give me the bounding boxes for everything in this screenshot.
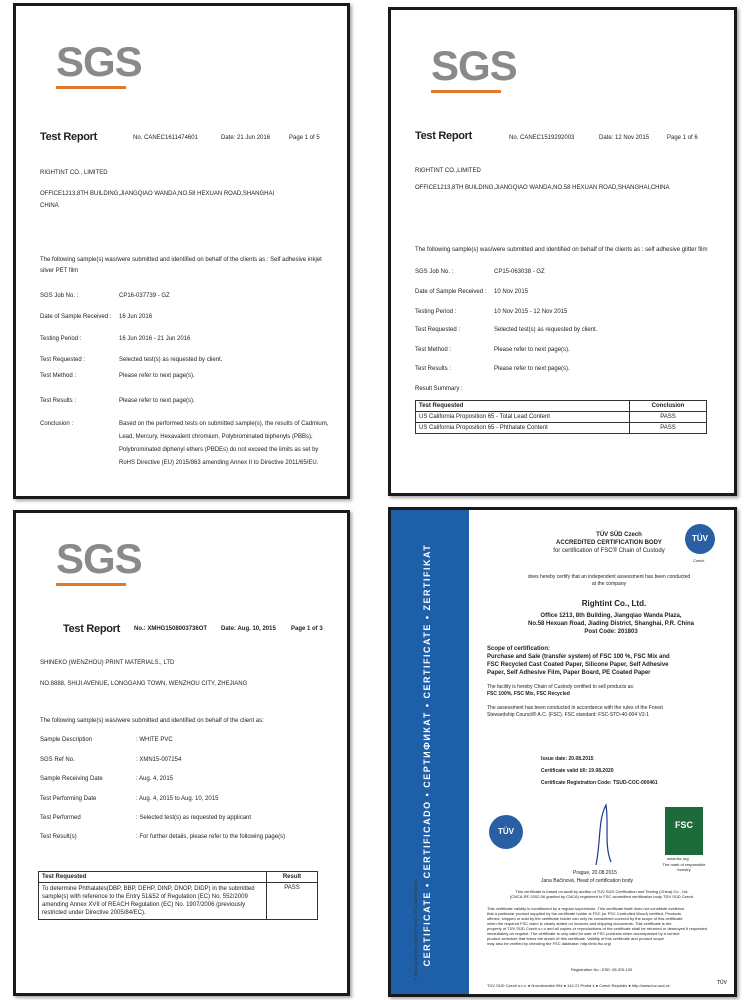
facility-text: The facility is hereby Chain of Custody certified to sell products as: xyxy=(487,684,635,690)
certify-text-2: at the company xyxy=(591,581,627,587)
intro-text: The following sample(s) was/were submitted and identified on behalf of the clients as : Self adhesive inkjet xyxy=(40,257,322,263)
field-label: Test Requested : xyxy=(40,357,86,363)
sgs-report-1 xyxy=(13,3,350,499)
field-value: Please refer to next page(s). xyxy=(494,347,570,353)
client-address-line1: OFFICE1213,8TH BUILDING,JIANGQIAO WANDA,NO.58 HEXUAN ROAD,SHANGHAI,CHINA xyxy=(415,185,670,191)
facility-products: FSC 100%, FSC Mix, FSC Recycled xyxy=(487,691,570,697)
field-value: : WHITE PVC xyxy=(136,737,173,743)
field-value: : Selected test(s) as requested by applicant xyxy=(136,815,252,821)
conclusion-line: Polybrominated diphenyl ethers (PBDEs) do not exceed the limits as set by xyxy=(119,447,319,453)
registration-number: Registration No.: ESE: 08.376.193 xyxy=(571,967,633,972)
field-label: SGS Job No. : xyxy=(415,269,454,275)
report-title: Test Report xyxy=(415,130,473,142)
fsc-certificate xyxy=(388,507,737,997)
scope-line: FSC Recycled Cast Coated Paper, Silicone Paper, Self Adhesive xyxy=(487,662,669,668)
field-label: Testing Period : xyxy=(40,336,82,342)
sgs-logo-underline xyxy=(431,90,501,93)
fine-print: when the required FSC claim is clearly stated on invoices and shipping documents. This certificate is the xyxy=(487,921,672,926)
table-header-row xyxy=(39,872,318,883)
column-header: Result xyxy=(267,872,318,883)
tuv-logo: TÜV xyxy=(685,524,715,554)
column-header: Test Requested xyxy=(39,872,267,883)
scope-line: Paper, Self Adhesive Film, Paper Board, PE Coated Paper xyxy=(487,670,651,676)
report-page: Page 1 of 3 xyxy=(291,626,323,632)
field-label: Date of Sample Received : xyxy=(415,289,487,295)
client-name: RIGHTINT CO., LIMITED xyxy=(40,170,108,176)
conclusion-line: Lead, Mercury, Hexavalent chromium, Polybrominated biphenyls (PBBs), xyxy=(119,434,313,440)
field-value: : For further details, please refer to the following page(s) xyxy=(136,834,286,840)
tuv-accreditation-seal: TÜV xyxy=(489,815,523,849)
field-label: SGS Ref No. xyxy=(40,757,75,763)
fine-print: may also be verified by checking the FSC database: http://info.fsc.org/ xyxy=(487,941,612,946)
field-label: SGS Job No. : xyxy=(40,293,79,299)
report-page: Page 1 of 6 xyxy=(667,135,698,141)
client-address-line2: CHINA xyxy=(40,203,59,209)
fine-print: This certificate validity is conditioned by a regular supervision. This certificate itself does not constitute evidence xyxy=(487,906,685,911)
report-date: Date: 12 Nov 2015 xyxy=(599,135,650,141)
valid-till: Certificate valid till: 19.08.2020 xyxy=(541,768,614,774)
fsc-logo-text: FSC xyxy=(675,820,693,830)
intro-text-2: silver PET film xyxy=(40,268,79,274)
report-number: No. CANEC1611474601 xyxy=(133,135,198,141)
assessment-text: The assessment has been conducted in accordance with the rules of the Forest xyxy=(487,705,663,711)
report-date: Date: Aug. 10, 2015 xyxy=(221,626,276,632)
tuv-logo-caption: Czech xyxy=(693,558,705,563)
sgs-logo-underline xyxy=(56,86,126,89)
field-value: : Aug. 4, 2015 to Aug. 10, 2015 xyxy=(136,796,219,802)
field-label: Test Results : xyxy=(415,366,452,372)
fine-print: This certificate is based on audit by auditor of TÜV SÜD Certification and Testing (China) Co., Ltd. xyxy=(515,889,689,894)
field-label: Test Method : xyxy=(415,347,452,353)
report-number: No. CANEC1519292003 xyxy=(509,135,575,141)
table-row xyxy=(39,883,318,920)
client-address-line1: NO.8888, SHIJI AVENUE, LONGGANG TOWN, WENZHOU CITY, ZHEJIANG xyxy=(40,681,248,687)
test-result-table xyxy=(38,871,318,920)
result-summary-label: Result Summary : xyxy=(415,386,463,392)
signer-name: Jana Bačinová, Head of certification body xyxy=(541,878,633,884)
company-address-line2: No.58 Hexuan Road, Jiading District, Shanghai, P.R. China xyxy=(528,621,694,627)
report-page: Page 1 of 5 xyxy=(289,135,320,141)
field-value: Selected test(s) as requested by client. xyxy=(119,357,223,363)
field-label: Sample Receiving Date xyxy=(40,776,103,782)
report-date: Date: 21 Jun 2016 xyxy=(221,135,271,141)
field-label: Test Performed xyxy=(40,815,81,821)
body-title: TÜV SÜD Czech xyxy=(596,532,642,538)
field-value: Please refer to next page(s). xyxy=(119,398,195,404)
table-cell: PASS xyxy=(267,883,318,920)
column-header: Conclusion xyxy=(630,401,707,412)
sgs-report-2 xyxy=(388,7,737,496)
sgs-logo-underline xyxy=(56,583,126,586)
field-label: Testing Period : xyxy=(415,309,457,315)
field-value: Please refer to next page(s). xyxy=(119,373,195,379)
table-header-row xyxy=(416,401,707,412)
tuv-footer-mark: TÜV xyxy=(717,980,727,986)
signature xyxy=(576,800,636,870)
field-label: Sample Description xyxy=(40,737,93,743)
body-title-3: for certification of FSC® Chain of Custody xyxy=(553,548,665,554)
fine-print: (CNCA-RF-2002-06 granted by CNCA) registered to FSC accredited certification body TÜV SÜD Czech. xyxy=(509,894,695,899)
result-summary-table xyxy=(415,400,707,434)
table-cell: To determine Phthalates(DBP, BBP, DEHP, DINP, DNOP, DIDP) in the submitted sample(s) with reference to the Entry 51&52 of Regulation (EC) No. 552/2009 amending Annex XVII of REACH Regulation (EC) No. 1907/2006 (previously restricted under Directive 2005/84/EC). xyxy=(39,883,267,920)
intro-text: The following sample(s) was/were submitted and identified on behalf of the client as: xyxy=(40,718,264,724)
field-value: : Aug. 4, 2015 xyxy=(136,776,174,782)
fsc-mark-caption: The mark of responsible forestry xyxy=(662,862,706,872)
field-label: Test Result(s) xyxy=(40,834,77,840)
signing-place-date: Prague, 20.08.2015 xyxy=(573,870,617,876)
company-name: Rightint Co., Ltd. xyxy=(581,599,647,608)
field-value: 16 Jun 2016 - 21 Jun 2016 xyxy=(119,336,191,342)
column-header: Test Requested xyxy=(416,401,630,412)
field-value: CP16-037739 - GZ xyxy=(119,293,170,299)
table-row xyxy=(416,412,707,423)
scope-line: Purchase and Sale (transfer system) of FSC 100 %, FSC Mix and xyxy=(487,654,670,660)
field-value: CP15-063038 - GZ xyxy=(494,269,545,275)
client-address-line1: OFFICE1213,8TH BUILDING,JIANGQIAO WANDA,NO.58 HEXUAN ROAD,SHANGHAI xyxy=(40,191,275,197)
field-value: Selected test(s) as requested by client. xyxy=(494,327,598,333)
field-value: : XMN15-007254 xyxy=(136,757,182,763)
company-address-line1: Office 1213, 8th Building, Jiangqiao Wanda Plaza, xyxy=(540,613,682,619)
sgs-logo: SGS xyxy=(56,535,142,582)
sgs-report-3 xyxy=(13,510,350,996)
fine-print: property of TÜV SÜD Czech s.r.o and all copies or reproductions of the certificate shall be returned or destroyed if requested xyxy=(487,926,708,931)
assessment-text-2: Stewardship Council® A.C. (FSC). FSC standard: FSC-STD-40-004 V2-1 xyxy=(487,712,650,718)
company-postcode: Post Code: 201803 xyxy=(584,629,638,635)
scope-title: Scope of certification: xyxy=(487,646,551,652)
certificate-side-band xyxy=(391,510,469,994)
field-label: Date of Sample Received : xyxy=(40,314,112,320)
registration-code: Certificate Registration Code: TSUD-COC-000461 xyxy=(541,780,658,786)
certify-text: does hereby certify that an independent assessment has been conducted xyxy=(527,574,691,580)
field-value: Based on the performed tests on submitted sample(s), the results of Cadmium, xyxy=(119,421,329,427)
conclusion-line: RoHS Directive (EU) 2015/863 amending Annex II to Directive 2011/65/EU. xyxy=(119,460,319,466)
field-value: 10 Nov 2015 - 12 Nov 2015 xyxy=(494,309,568,315)
table-cell: US California Proposition 65 - Total Lead Content xyxy=(416,412,630,423)
fsc-site: www.fsc.org xyxy=(667,856,689,861)
report-title: Test Report xyxy=(63,623,121,635)
field-value: 16 Jun 2016 xyxy=(119,314,153,320)
report-number: No.: XMHG1508003736OT xyxy=(134,626,208,632)
issue-date: Issue date: 20.08.2015 xyxy=(541,756,594,762)
table-cell: US California Proposition 65 - Phthalate Content xyxy=(416,423,630,434)
table-cell: PASS xyxy=(630,423,707,434)
field-value: Please refer to next page(s). xyxy=(494,366,570,372)
client-name: RIGHTINT CO.,LIMITED xyxy=(415,168,481,174)
field-label: Test Requested : xyxy=(415,327,461,333)
field-label: Test Results : xyxy=(40,398,77,404)
intro-text: The following sample(s) was/were submitted and identified on behalf of the clients as : self adhesive glitter film xyxy=(415,247,708,253)
fine-print: that a particular product supplied by the certificate holder is FSC (or FSC Controlled Wood) certified. Products xyxy=(487,911,682,916)
sgs-logo: SGS xyxy=(431,42,517,89)
body-title-2: ACCREDITED CERTIFICATION BODY xyxy=(556,540,662,546)
field-label: Test Performing Date xyxy=(40,796,97,802)
sgs-logo: SGS xyxy=(56,38,142,85)
table-cell: PASS xyxy=(630,412,707,423)
report-title: Test Report xyxy=(40,131,98,143)
field-label: Conclusion : xyxy=(40,421,74,427)
table-row xyxy=(416,423,707,434)
field-label: Test Method : xyxy=(40,373,77,379)
field-value: 10 Nov 2015 xyxy=(494,289,529,295)
fsc-logo xyxy=(665,807,703,855)
fine-print: product schedule that forms the annex of this certificate. Validity of this certificate and product scope xyxy=(487,936,664,941)
certificate-band-text: CERTIFICATE • CERTIFICADO • СЕРТИФИКАТ • CERTIFICATE • ZERTIFIKAT xyxy=(422,543,432,967)
side-form-code: F-SEI-010-CHN/EN-2015 (FIS-EN)-1 FSC 15406n/2015 xyxy=(413,880,418,980)
certificate-footer: TÜV SÜD Czech s.r.o. ● Novodvorská 994 ● 142 21 Praha 4 ● Czech Republic ● http://www.tuv-sud.cz xyxy=(487,983,670,988)
fine-print: immediately on request. The certificate is only valid for sale of FSC products when accompanied by a current xyxy=(487,931,680,936)
client-name: SHINEKO (WENZHOU) PRINT MATERIALS., LTD xyxy=(40,660,175,666)
fine-print: offered, shipped or sold by the certificate holder can only be considered covered by the scope of this certificate xyxy=(487,916,683,921)
